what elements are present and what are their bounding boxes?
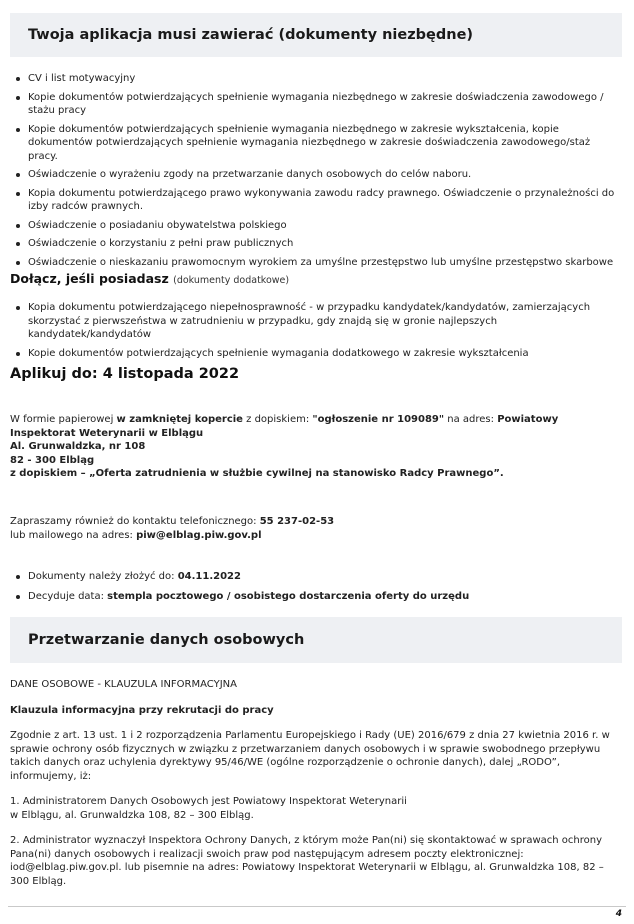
list-item: CV i list motywacyjny [10,72,622,86]
address-intro: W formie papierowej [10,414,117,425]
additional-title-text: Dołącz, jeśli posiadasz [10,271,169,286]
email-address: piw@elblag.piw.gov.pl [136,529,262,541]
address-mid: z dopiskiem: [242,414,313,425]
dates-list [10,570,622,609]
list-item: Oświadczenie o posiadaniu obywatelstwa polskiego [10,219,622,233]
rodo-point-1 [10,795,622,822]
application-address [10,413,622,481]
decides-item [10,590,622,604]
notice-number: "ogłoszenie nr 109089" [312,414,445,425]
rodo-subheading-text: Klauzula informacyjna przy rekrutacji do pracy [10,704,274,716]
additional-subtitle: (dokumenty dodatkowe) [173,275,290,286]
rodo-heading: DANE OSOBOWE - KLAUZULA INFORMACYJNA [10,679,237,690]
rodo-point-1-line-1: 1. Administratorem Danych Osobowych jest Powiatowy Inspektorat Weterynarii [10,796,407,807]
list-item: Kopie dokumentów potwierdzających spełnienie wymagania niezbędnego w zakresie wykształcenia, kopie dokumentów potwierdzających spełnienie wymagania niezbędnego w zakresie doświadczenia zawodowego/staż pracy. [10,123,622,164]
list-item: Oświadczenie o korzystaniu z pełni praw publicznych [10,237,622,251]
institution-name: Powiatowy Inspektorat Weterynarii w Elblągu [10,414,559,439]
rodo-paragraph-1: Zgodnie z art. 13 ust. 1 i 2 rozporządzenia Parlamentu Europejskiego i Rady (UE) 2016/679 z dnia 27 kwietnia 2016 r. w sprawie ochrony osób fizycznych w związku z przetwarzaniem danych osobowych i w sprawie swobodnego przepływu takich danych oraz uchylenia dyrektywy 95/46/WE (ogólne rozporządzenie o ochronie danych), dalej „RODO”, informujemy, iż: [10,730,610,782]
phone-line [10,515,622,529]
personal-data-title: Przetwarzanie danych osobowych [28,632,305,648]
additional-docs-title [10,271,289,286]
decides-value: stempla pocztowego / osobistego dostarczenia oferty do urzędu [107,590,470,602]
address-note [10,467,622,481]
envelope-text: w zamkniętej kopercie [116,414,243,425]
deadline-item [10,570,622,584]
street-text: Al. Grunwaldzka, nr 108 [10,441,146,452]
email-line [10,529,622,543]
list-item: Kopie dokumentów potwierdzających spełnienie wymagania niezbędnego w zakresie doświadczenia zawodowego / stażu pracy [10,91,622,118]
page-number: 4 [615,909,622,919]
email-label: lub mailowego na adres: [10,529,137,541]
additional-docs-list [10,301,622,365]
address-city [10,454,622,468]
city-text: 82 - 300 Elbląg [10,454,95,466]
list-item: Kopia dokumentu potwierdzającego prawo wykonywania zawodu radcy prawnego. Oświadczenie o przynależności do izby radców prawnych. [10,187,622,214]
requirements-title: Twoja aplikacja musi zawierać (dokumenty niezbędne) [28,27,474,43]
rodo-point-1-line-2: w Elblągu, al. Grunwaldzka 108, 82 – 300 Elbląg. [10,809,254,821]
personal-data-header [10,617,622,663]
list-item: Oświadczenie o wyrażeniu zgody na przetwarzanie danych osobowych do celów naboru. [10,168,622,182]
rodo-point-2: 2. Administrator wyznaczył Inspektora Ochrony Danych, z którym może Pan(ni) się skontaktować w sprawach ochrony Pana(ni) danych osobowych i realizacji swoich praw pod następującym adresem poczty elektronicznej: iod@elblag.piw.gov.pl. lub pisemnie na adres: Powiatowy Inspektorat Weterynarii w Elblągu, al. Grunwaldzka 108, 82 – 300 Elbląg. [10,835,604,887]
deadline-label: Dokumenty należy złożyć do: [28,571,178,582]
contact-info [10,515,622,542]
list-item: Kopia dokumentu potwierdzającego niepełnosprawność - w przypadku kandydatek/kandydatów, zamierzających skorzystać z pierwszeństwa w zatrudnieniu w przypadku, gdy znajdą się w gronie najlepszych kandydatek/kandydatów [10,301,622,342]
apply-deadline-title: Aplikuj do: 4 listopada 2022 [10,366,240,382]
page-divider [8,906,626,907]
deadline-date: 04.11.2022 [177,571,241,582]
address-to: na adres: [444,414,498,425]
phone-number: 55 237-02-53 [259,516,335,527]
rodo-clause [10,678,622,900]
address-street [10,440,622,454]
list-item: Oświadczenie o nieskazaniu prawomocnym wyrokiem za umyślne przestępstwo lub umyślne przestępstwo skarbowe [10,256,622,270]
rodo-subheading [10,704,622,718]
list-item: Kopie dokumentów potwierdzających spełnienie wymagania dodatkowego w zakresie wykształcenia [10,347,622,361]
requirements-list [10,72,622,274]
requirements-header [10,13,622,57]
address-paragraph [10,413,622,440]
phone-label: Zapraszamy również do kontaktu telefonicznego: [10,516,260,527]
note-text: z dopiskiem – „Oferta zatrudnienia w służbie cywilnej na stanowisko Radcy Prawnego”. [10,468,504,479]
decides-label: Decyduje data: [28,590,108,602]
